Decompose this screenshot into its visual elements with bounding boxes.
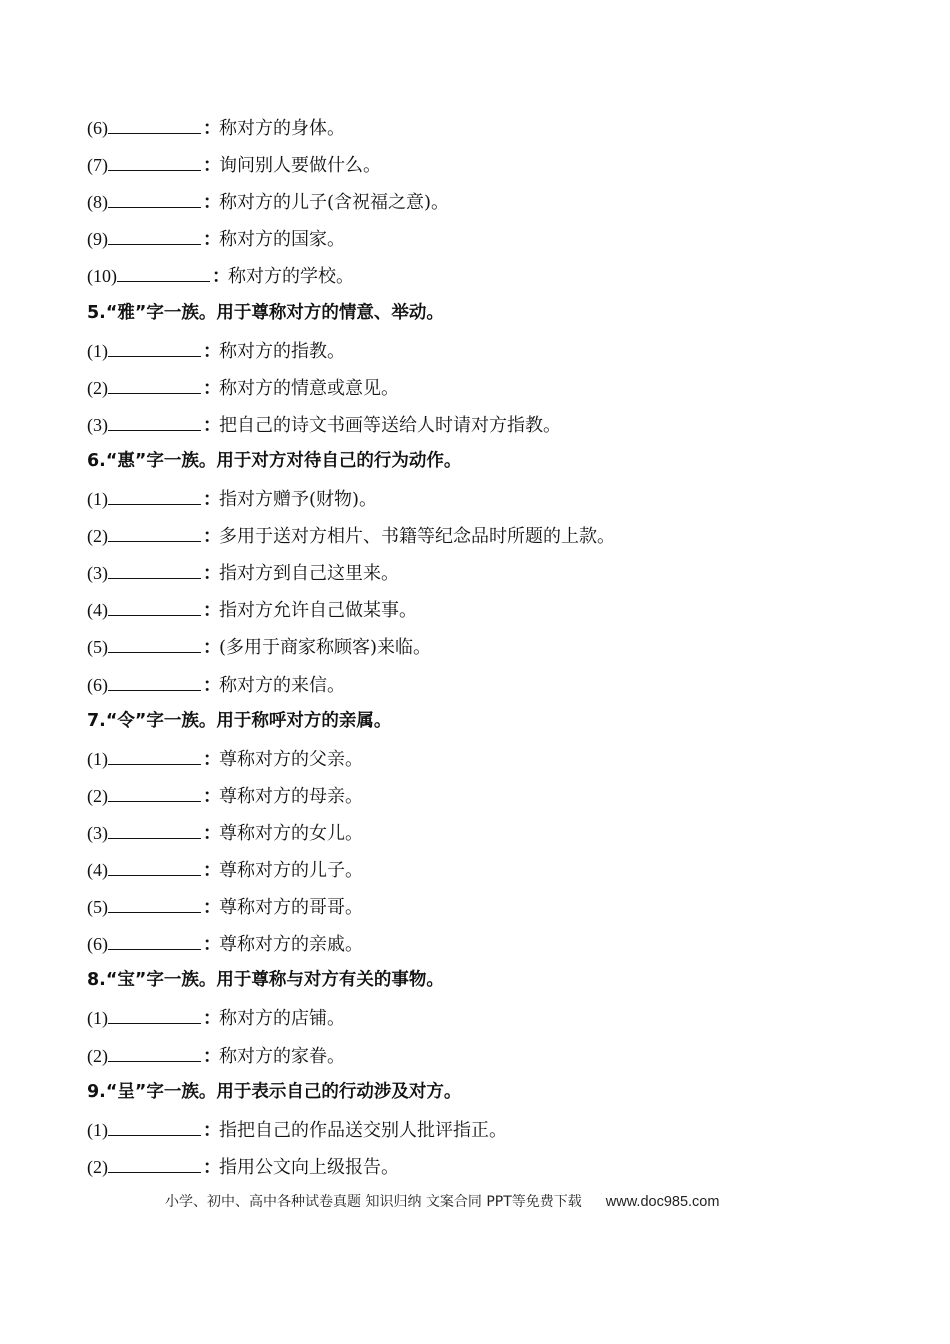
- fill-in-item: [87, 857, 363, 881]
- item-colon: ：: [203, 229, 221, 250]
- item-definition: 尊称对方的亲戚。: [219, 934, 363, 955]
- answer-blank[interactable]: [108, 931, 201, 950]
- section-heading: 7.“令”字一族。用于称呼对方的亲属。: [87, 711, 392, 731]
- item-colon: ：: [203, 155, 221, 176]
- item-number: (8): [87, 192, 108, 212]
- item-colon: ：: [203, 897, 221, 918]
- item-colon: ：: [203, 1157, 221, 1178]
- item-number: (6): [87, 118, 108, 138]
- fill-in-item: [87, 115, 345, 139]
- item-definition: 把自己的诗文书画等送给人时请对方指教。: [219, 415, 561, 436]
- item-number: (2): [87, 1157, 108, 1177]
- item-definition: 称对方的指教。: [219, 341, 345, 362]
- answer-blank[interactable]: [108, 894, 201, 913]
- item-definition: 指对方赠予(财物)。: [219, 489, 378, 510]
- item-number: (3): [87, 823, 108, 843]
- item-number: (2): [87, 378, 108, 398]
- item-colon: ：: [203, 637, 221, 658]
- item-number: (2): [87, 786, 108, 806]
- item-colon: ：: [203, 823, 221, 844]
- fill-in-item: [87, 1154, 399, 1178]
- item-definition: 指对方到自己这里来。: [219, 563, 399, 584]
- item-colon: ：: [203, 118, 221, 139]
- answer-blank[interactable]: [108, 226, 201, 245]
- answer-blank[interactable]: [108, 338, 201, 357]
- fill-in-item: [87, 338, 345, 362]
- answer-blank[interactable]: [108, 820, 201, 839]
- answer-blank[interactable]: [108, 115, 201, 134]
- item-colon: ：: [203, 341, 221, 362]
- item-colon: ：: [212, 266, 230, 287]
- item-number: (4): [87, 860, 108, 880]
- fill-in-item: [87, 226, 345, 250]
- item-definition: 尊称对方的母亲。: [219, 786, 363, 807]
- item-definition: 称对方的来信。: [219, 675, 345, 696]
- item-colon: ：: [203, 934, 221, 955]
- fill-in-item: [87, 375, 399, 399]
- item-number: (1): [87, 1120, 108, 1140]
- answer-blank[interactable]: [108, 1117, 201, 1136]
- answer-blank[interactable]: [117, 263, 210, 282]
- footer-url: www.doc985.com: [605, 1194, 720, 1210]
- item-number: (2): [87, 526, 108, 546]
- item-colon: ：: [203, 1046, 221, 1067]
- answer-blank[interactable]: [108, 375, 201, 394]
- section-heading: 9.“呈”字一族。用于表示自己的行动涉及对方。: [87, 1082, 462, 1102]
- fill-in-item: [87, 189, 449, 213]
- item-colon: ：: [203, 749, 221, 770]
- fill-in-item: [87, 746, 363, 770]
- item-colon: ：: [203, 675, 221, 696]
- item-colon: ：: [203, 786, 221, 807]
- item-colon: ：: [203, 378, 221, 399]
- answer-blank[interactable]: [108, 597, 201, 616]
- fill-in-item: [87, 1117, 507, 1141]
- answer-blank[interactable]: [108, 783, 201, 802]
- item-colon: ：: [203, 489, 221, 510]
- item-definition: 称对方的店铺。: [219, 1008, 345, 1029]
- item-colon: ：: [203, 563, 221, 584]
- item-number: (5): [87, 637, 108, 657]
- answer-blank[interactable]: [108, 486, 201, 505]
- item-number: (1): [87, 341, 108, 361]
- item-definition: 称对方的身体。: [219, 118, 345, 139]
- item-colon: ：: [203, 1008, 221, 1029]
- section-heading: 5.“雅”字一族。用于尊称对方的情意、举动。: [87, 303, 444, 323]
- item-definition: 尊称对方的父亲。: [219, 749, 363, 770]
- footer-text: 小学、初中、高中各种试卷真题 知识归纳 文案合同 PPT等免费下载: [165, 1194, 582, 1210]
- item-definition: 询问别人要做什么。: [219, 155, 381, 176]
- fill-in-item: [87, 152, 381, 176]
- answer-blank[interactable]: [108, 672, 201, 691]
- item-definition: 多用于送对方相片、书籍等纪念品时所题的上款。: [219, 526, 615, 547]
- item-definition: 指把自己的作品送交别人批评指正。: [219, 1120, 507, 1141]
- page-footer: [165, 1191, 719, 1213]
- item-number: (1): [87, 489, 108, 509]
- item-definition: 称对方的学校。: [228, 266, 354, 287]
- item-colon: ：: [203, 1120, 221, 1141]
- answer-blank[interactable]: [108, 523, 201, 542]
- item-colon: ：: [203, 600, 221, 621]
- fill-in-item: [87, 634, 431, 658]
- answer-blank[interactable]: [108, 1005, 201, 1024]
- fill-in-item: [87, 560, 399, 584]
- item-number: (3): [87, 415, 108, 435]
- item-number: (6): [87, 934, 108, 954]
- fill-in-item: [87, 412, 561, 436]
- answer-blank[interactable]: [108, 412, 201, 431]
- item-number: (7): [87, 155, 108, 175]
- fill-in-item: [87, 523, 615, 547]
- fill-in-item: [87, 931, 363, 955]
- answer-blank[interactable]: [108, 1043, 201, 1062]
- item-definition: 尊称对方的女儿。: [219, 823, 363, 844]
- item-colon: ：: [203, 192, 221, 213]
- item-definition: (多用于商家称顾客)来临。: [219, 637, 432, 658]
- item-colon: ：: [203, 415, 221, 436]
- section-heading: 6.“惠”字一族。用于对方对待自己的行为动作。: [87, 451, 462, 471]
- answer-blank[interactable]: [108, 152, 201, 171]
- fill-in-item: [87, 263, 354, 287]
- item-number: (4): [87, 600, 108, 620]
- item-number: (1): [87, 749, 108, 769]
- item-number: (2): [87, 1046, 108, 1066]
- fill-in-item: [87, 1005, 345, 1029]
- item-definition: 指用公文向上级报告。: [219, 1157, 399, 1178]
- item-number: (5): [87, 897, 108, 917]
- item-colon: ：: [203, 526, 221, 547]
- fill-in-item: [87, 597, 417, 621]
- answer-blank[interactable]: [108, 560, 201, 579]
- answer-blank[interactable]: [108, 1154, 201, 1173]
- item-definition: 称对方的儿子(含祝福之意)。: [219, 192, 450, 213]
- answer-blank[interactable]: [108, 634, 201, 653]
- item-definition: 称对方的情意或意见。: [219, 378, 399, 399]
- item-definition: 尊称对方的儿子。: [219, 860, 363, 881]
- fill-in-item: [87, 672, 345, 696]
- fill-in-item: [87, 820, 363, 844]
- item-definition: 尊称对方的哥哥。: [219, 897, 363, 918]
- fill-in-item: [87, 894, 363, 918]
- fill-in-item: [87, 783, 363, 807]
- item-definition: 称对方的家眷。: [219, 1046, 345, 1067]
- item-number: (6): [87, 675, 108, 695]
- fill-in-item: [87, 1043, 345, 1067]
- answer-blank[interactable]: [108, 746, 201, 765]
- item-definition: 指对方允许自己做某事。: [219, 600, 417, 621]
- item-number: (1): [87, 1008, 108, 1028]
- answer-blank[interactable]: [108, 189, 201, 208]
- item-definition: 称对方的国家。: [219, 229, 345, 250]
- fill-in-item: [87, 486, 377, 510]
- item-colon: ：: [203, 860, 221, 881]
- item-number: (3): [87, 563, 108, 583]
- section-heading: 8.“宝”字一族。用于尊称与对方有关的事物。: [87, 970, 444, 990]
- answer-blank[interactable]: [108, 857, 201, 876]
- item-number: (9): [87, 229, 108, 249]
- item-number: (10): [87, 266, 117, 286]
